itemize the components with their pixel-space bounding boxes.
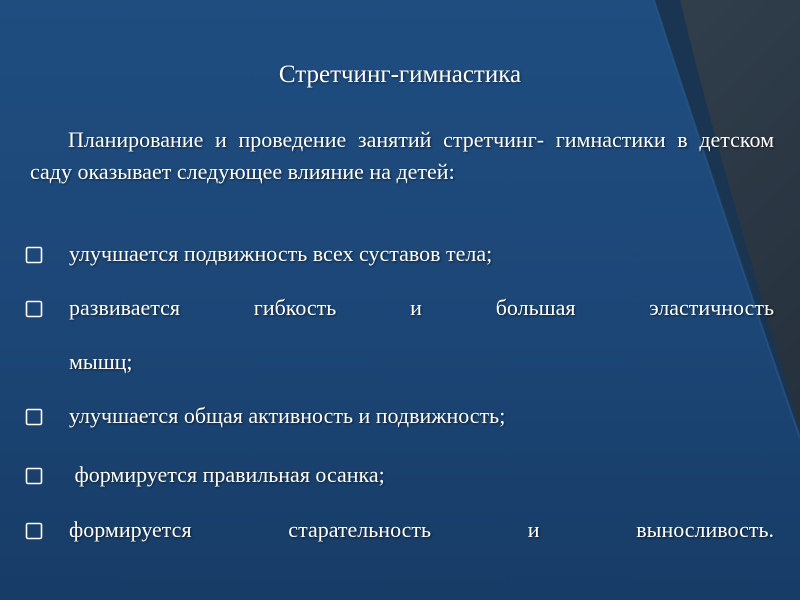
bullet-text: улучшается подвижность всех суставов тела; — [69, 241, 493, 266]
bullet-text-continuation: мышц; — [69, 349, 133, 374]
intro-paragraph: Планирование и проведение занятий стретчинг- гимнастики в детском саду оказывает следующее влияние на детей: — [30, 127, 774, 184]
bullet-text: формируется правильная осанка; — [69, 462, 385, 487]
bullet-text: развивается гибкость и большая эластичность — [69, 295, 774, 320]
checkbox-outline-icon — [24, 466, 44, 486]
bullet-text: улучшается общая активность и подвижность; — [69, 403, 506, 428]
checkbox-outline-icon — [24, 407, 44, 427]
slide-title: Стретчинг-гимнастика — [278, 61, 522, 88]
checkbox-outline-icon — [24, 521, 44, 541]
bullet-text: формируется старательность и выносливость. — [69, 517, 774, 542]
checkbox-outline-icon — [24, 245, 44, 265]
checkbox-outline-icon — [24, 299, 44, 319]
